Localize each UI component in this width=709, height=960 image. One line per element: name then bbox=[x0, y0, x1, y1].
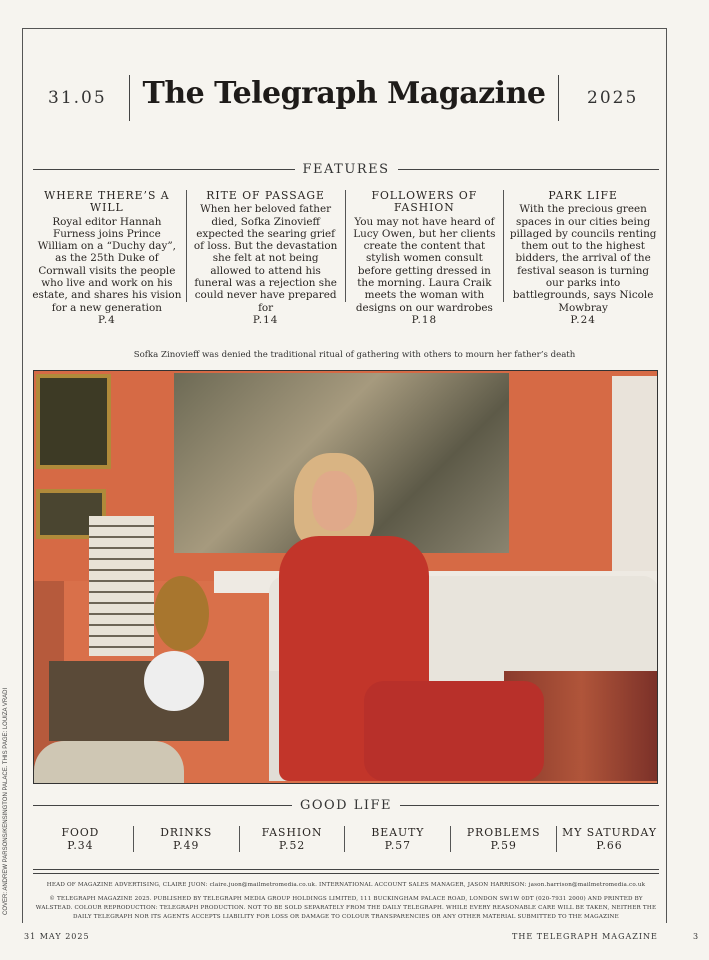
item-label: DRINKS bbox=[160, 826, 213, 839]
item-label: PROBLEMS bbox=[466, 826, 541, 839]
feature-title: WHERE THERE’S A WILL bbox=[44, 189, 170, 215]
good-life-item[interactable] bbox=[345, 826, 451, 852]
item-label: FOOD bbox=[61, 826, 100, 839]
header-date: 31.05 bbox=[48, 88, 107, 108]
feature-page: P.14 bbox=[252, 313, 279, 326]
good-life-list bbox=[28, 826, 662, 852]
section-title: GOOD LIFE bbox=[299, 798, 393, 813]
divider bbox=[558, 75, 559, 121]
feature-title: FOLLOWERS OF FASHION bbox=[371, 189, 478, 215]
feature-item[interactable] bbox=[346, 189, 505, 326]
feature-item[interactable] bbox=[28, 189, 187, 326]
item-label: FASHION bbox=[261, 826, 323, 839]
features-heading bbox=[33, 162, 659, 177]
feature-page: P.18 bbox=[411, 313, 438, 326]
good-life-item[interactable] bbox=[240, 826, 346, 852]
item-page: P.34 bbox=[67, 839, 94, 852]
photo-caption: Sofka Zinovieff was denied the traditional ritual of gathering with others to mourn her father’s death bbox=[133, 350, 576, 360]
feature-text: You may not have heard of Lucy Owen, but her clients create the content that stylish women consult before getting dressed in the morning. Laura Craik meets the woman with designs on our wardrobes bbox=[353, 215, 496, 314]
feature-text: With the precious green spaces in our cities being pillaged by councils renting them out to the highest bidders, the arrival of the festival season is turning our parks into battlegrounds, says Nicole Mowbray bbox=[509, 203, 657, 314]
feature-text: When her beloved father died, Sofka Zinovieff expected the searing grief of loss. But the devastation she felt at not being allowed to attend his funeral was a rejection she could never have prepared for bbox=[193, 203, 338, 314]
good-life-item[interactable] bbox=[134, 826, 240, 852]
feature-item[interactable] bbox=[504, 189, 662, 326]
good-life-heading bbox=[33, 798, 659, 813]
footer-publication: THE TELEGRAPH MAGAZINE bbox=[512, 932, 658, 941]
feature-title: PARK LIFE bbox=[548, 189, 618, 202]
good-life-item[interactable] bbox=[557, 826, 662, 852]
feature-photo bbox=[33, 370, 658, 784]
copyright-notice: © TELEGRAPH MAGAZINE 2025. PUBLISHED BY TELEGRAPH MEDIA GROUP HOLDINGS LIMITED, 111 BUCKINGHAM PALACE ROAD, LONDON SW1W 0DT (020-7931 2000) AND PRINTED BY WALSTEAD. COLOUR REPRODUCTION: TELEGRAPH PRODUCTION. NOT TO BE SOLD SEPARATELY FROM THE DAILY TELEGRAPH. WHILE EVERY REASONABLE CARE WILL BE TAKEN, NEITHER THE DAILY TELEGRAPH NOR ITS AGENTS ACCEPTS LIABILITY FOR LOSS OR DAMAGE TO COLOUR TRANSPARENCIES OR ANY OTHER MATERIAL SUBMITTED TO THE MAGAZINE bbox=[35, 896, 657, 920]
item-label: BEAUTY bbox=[371, 826, 425, 839]
footer-date: 31 MAY 2025 bbox=[24, 932, 90, 941]
item-page: P.49 bbox=[173, 839, 200, 852]
header-year: 2025 bbox=[587, 88, 639, 108]
good-life-item[interactable] bbox=[451, 826, 557, 852]
feature-page: P.4 bbox=[97, 313, 116, 326]
section-title: FEATURES bbox=[302, 162, 390, 177]
photo-credit: COVER: ANDREW PARSONS/KENSINGTON PALACE. THIS PAGE: LOUIZA VRADI bbox=[3, 687, 9, 915]
item-page: P.57 bbox=[384, 839, 412, 852]
item-page: P.52 bbox=[278, 839, 306, 852]
advertising-contacts: HEAD OF MAGAZINE ADVERTISING, CLAIRE JUON: claire.juon@mailmetromedia.co.uk. INTERNATIONAL ACCOUNT SALES MANAGER, JASON HARRISON: jason.harrison@mailmetromedia.co.uk bbox=[46, 882, 646, 888]
feature-title: RITE OF PASSAGE bbox=[206, 189, 325, 202]
item-page: P.59 bbox=[490, 839, 517, 852]
feature-item[interactable] bbox=[187, 189, 346, 326]
good-life-item[interactable] bbox=[28, 826, 134, 852]
page-number: 3 bbox=[693, 932, 700, 941]
feature-page: P.24 bbox=[570, 313, 596, 326]
masthead-title: The Telegraph Magazine bbox=[142, 76, 546, 111]
features-list bbox=[28, 189, 662, 326]
item-page: P.66 bbox=[596, 839, 623, 852]
double-rule bbox=[33, 869, 659, 874]
feature-text: Royal editor Hannah Furness joins Prince William on a “Duchy day”, as the 25th Duke of Cornwall visits the people who live and work on his estate, and shares his vision for a new generation bbox=[32, 215, 182, 314]
item-label: MY SATURDAY bbox=[562, 826, 657, 839]
